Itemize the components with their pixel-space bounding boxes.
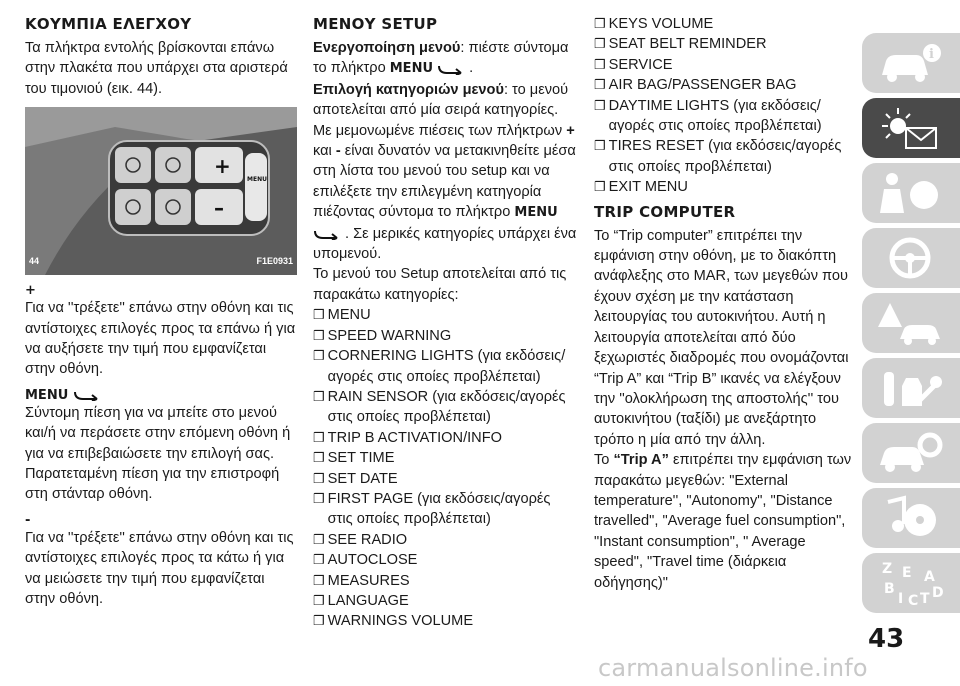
figure-code: F1E0931 (256, 255, 293, 266)
menu-key-text-long: Παρατεταμένη πίεση για την επιστροφή στη στάνταρ οθόνη. (25, 466, 280, 503)
list-item: ❒ MEASURES (313, 572, 410, 589)
list-item: ❒ LANGUAGE (313, 592, 409, 609)
list-item: ❒ EXIT MENU (594, 179, 688, 196)
tab-safety[interactable] (862, 163, 960, 223)
plus-key-text: Για να ''τρέξετε'' επάνω στην οθόνη και τις αντίστοιχες επιλογές προς τα επάνω ή για να αυξήσετε την τιμή που εμφανίζεται στην οθόνη. (25, 300, 296, 378)
setup-selection: Επιλογή κατηγοριών μενού: το μενού αποτελείται από μία σειρά κατηγορίες. Με μεμονωμένε πιέσεις των πλήκτρων + και - είναι δυνατόν να μετακινηθείτε μέσα στη λίστα του μενού του setup και να επιλέξετε την επιλεγμένη κατηγορία πιέζοντας σύντομα το πλήκτρο MENU . Σε μερικές κατηγορίες υπάρχει ένα υπομενού. (313, 81, 577, 263)
tab-emergency[interactable] (862, 293, 960, 353)
svg-text:C: C (908, 593, 919, 607)
list-item: ❒ RAIN SENSOR (για εκδόσεις/αγορές στις οποίες προβλέπεται) (313, 388, 566, 426)
alphabet-index-icon (876, 559, 946, 607)
list-item: ❒ SERVICE (594, 56, 673, 73)
wrench-oil-icon (876, 364, 946, 412)
steering-wheel-icon (876, 234, 946, 282)
setup-activation: Ενεργοποίηση μενού: πιέστε σύντομα το πλήκτρο MENU . (313, 40, 569, 77)
tab-dashboard-info[interactable] (862, 33, 960, 93)
chapter-tabs (862, 33, 960, 618)
plus-key-label: + (25, 283, 36, 299)
menu-key-text: Σύντομη πίεση για να μπείτε στο μενού και/ή να περάσετε στην επόμενη οθόνη ή για να επιβεβαιώσετε την επιλογή σας. (25, 404, 291, 462)
list-item: ❒ KEYS VOLUME (594, 16, 714, 32)
trip-a-paragraph: Το “Trip A” επιτρέπει την εμφάνιση των παρακάτω μεγεθών: "External temperature'', "Autonomy", "Distance travelled", "Average fuel consumption", "Instant consumption", " Average speed", "Travel time (διάρκεια οδήγησης)" (594, 452, 852, 591)
list-item: ❒ DAYTIME LIGHTS (για εκδόσεις/αγορές στις οποίες προβλέπεται) (594, 97, 822, 135)
svg-text:D: D (932, 585, 944, 601)
controls-intro: Τα πλήκτρα εντολής βρίσκονται επάνω στην πλακέτα που υπάρχει στα αριστερά του τιμονιού (εικ. 44). (25, 40, 288, 97)
airbag-seatbelt-icon (876, 169, 946, 217)
section-title-trip-computer: TRIP COMPUTER (594, 202, 736, 221)
svg-text:E: E (902, 565, 912, 581)
enter-arrow-icon (437, 63, 465, 75)
svg-text:I: I (898, 591, 904, 607)
trip-computer-paragraph: Το “Trip computer” επιτρέπει την εμφάνιση στην οθόνη, με το διακόπτη ανάφλεξης στο MAR, των μεγεθών που έχουν σχέση με την κατάσταση λειτουργίας του αυτοκινήτου. Αυτή η λειτουργία αποτελείται από δύο ξεχωριστές διαδρομές που ονομάζονται “Trip A” και “Trip B” ικανές να ελέγξουν την ''ολοκλήρωση της αποστολής'' του αυτοκινήτου (ταξίδι) με ανεξάρτητο τρόπο η μία από την άλλη. (594, 227, 849, 448)
minus-key-text: Για να ''τρέξετε'' επάνω στην οθόνη και τις αντίστοιχες επιλογές προς τα κάτω ή για να μειώσετε την τιμή που εμφανίζεται στην οθόνη. (25, 529, 294, 608)
enter-arrow-icon (73, 389, 101, 401)
section-title-controls: ΚΟΥΜΠΙΑ ΕΛΕΓΧΟΥ (25, 15, 192, 33)
list-item: ❒ SEAT BELT REMINDER (594, 36, 767, 53)
list-item: ❒ SEE RADIO (313, 531, 408, 548)
tab-starting-driving[interactable] (862, 228, 960, 288)
setup-menu-list-continued (594, 14, 852, 198)
svg-text:i: i (929, 47, 934, 62)
warning-light-envelope-icon (876, 104, 946, 152)
svg-text:Z: Z (882, 561, 893, 577)
figure-minus-label: – (214, 196, 224, 221)
svg-text:A: A (924, 569, 935, 585)
figure-plus-label: + (214, 154, 231, 179)
tab-technical-data[interactable] (862, 423, 960, 483)
enter-arrow-icon (313, 228, 341, 240)
music-cd-icon (876, 494, 946, 542)
list-item: ❒ AUTOCLOSE (313, 552, 418, 569)
list-item: ❒ MENU (313, 307, 371, 324)
setup-list-intro: Το μενού του Setup αποτελείται από τις παρακάτω κατηγορίες: (313, 266, 567, 303)
page-number: 43 (868, 624, 905, 654)
figure-control-buttons (25, 107, 297, 275)
column-controls (25, 14, 297, 610)
list-item: ❒ TIRES RESET (για εκδόσεις/αγορές στις οποίες προβλέπεται) (594, 138, 842, 175)
watermark: carmanualsonline.info (598, 654, 868, 682)
section-title-setup: ΜΕΝΟΥ SETUP (313, 15, 438, 33)
column-trip-computer (594, 14, 852, 593)
column-setup-menu (313, 14, 578, 632)
figure-caption (29, 251, 293, 271)
svg-text:T: T (920, 591, 930, 607)
setup-menu-list (313, 305, 578, 632)
figure-number: 44 (29, 255, 40, 266)
car-info-icon (876, 39, 946, 87)
list-item: ❒ SET DATE (313, 470, 398, 487)
tab-maintenance[interactable] (862, 358, 960, 418)
list-item: ❒ FIRST PAGE (για εκδόσεις/αγορές στις οποίες προβλέπεται) (313, 490, 551, 528)
tab-multimedia[interactable] (862, 488, 960, 548)
list-item: ❒ WARNINGS VOLUME (313, 613, 474, 630)
list-item: ❒ AIR BAG/PASSENGER BAG (594, 77, 797, 94)
menu-key-label: MENU (25, 388, 297, 403)
tab-warning-lights-messages[interactable] (862, 98, 960, 158)
tab-index[interactable] (862, 553, 960, 613)
figure-menu-label: MENU (247, 176, 267, 184)
minus-key-label: - (25, 512, 31, 528)
list-item: ❒ SPEED WARNING (313, 327, 452, 344)
list-item: ❒ TRIP B ACTIVATION/INFO (313, 429, 502, 446)
list-item: ❒ CORNERING LIGHTS (για εκδόσεις/αγορές στις οποίες προβλέπεται) (313, 348, 566, 385)
list-item: ❒ SET TIME (313, 450, 395, 467)
car-gear-icon (876, 429, 946, 477)
warning-triangle-car-icon (876, 299, 946, 347)
svg-text:B: B (884, 581, 895, 597)
